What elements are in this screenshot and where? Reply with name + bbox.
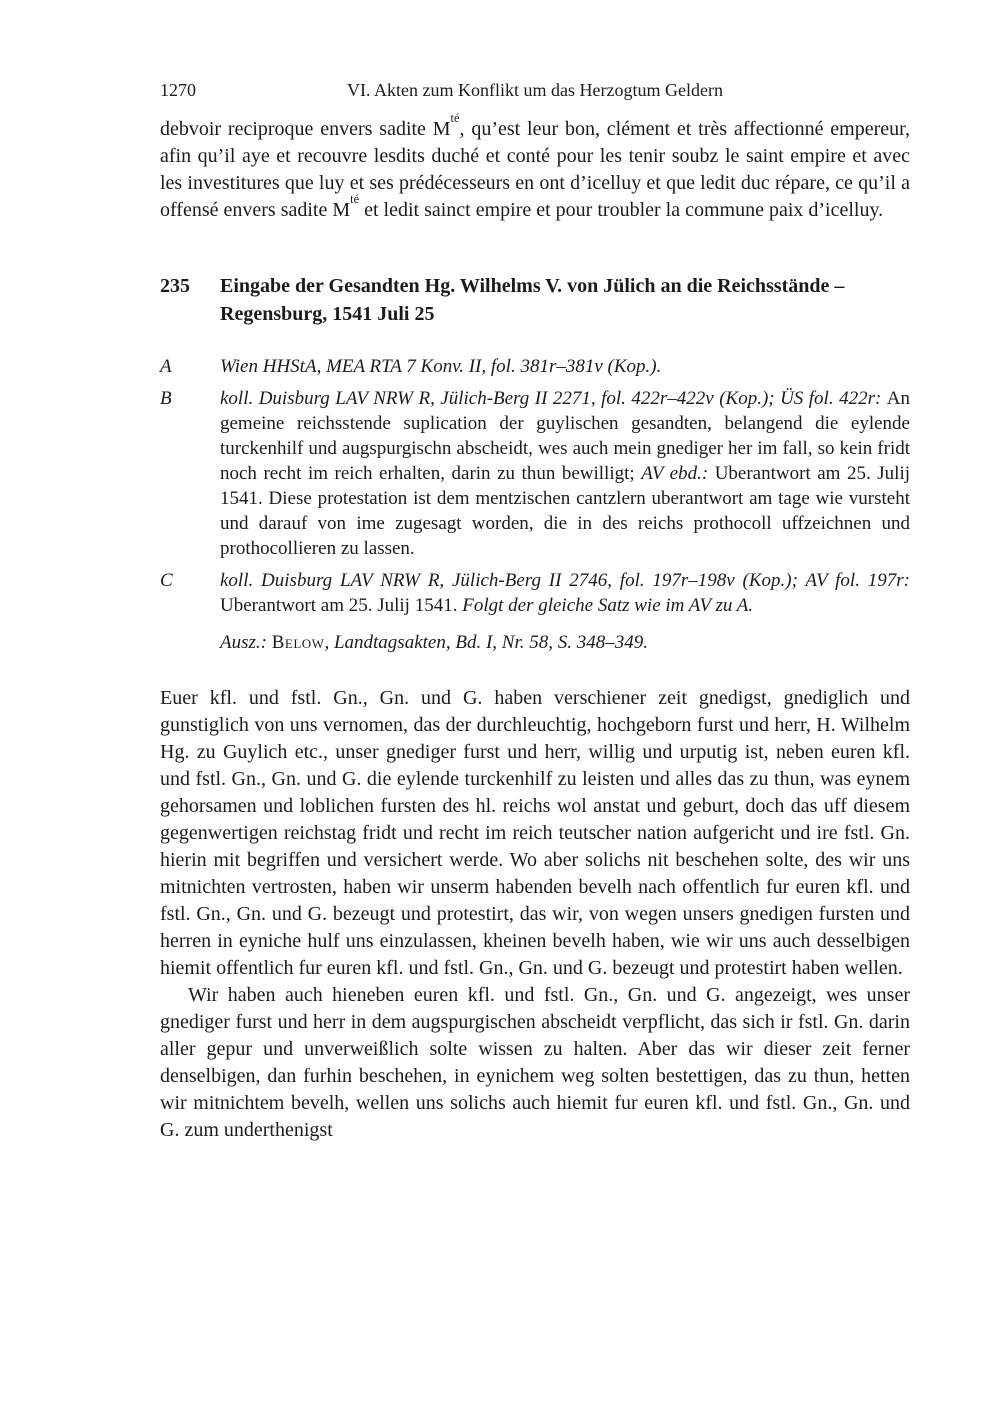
apparatus-b-av-label: AV ebd.: (641, 463, 715, 484)
body-paragraph-2: Wir haben auch hieneben euren kfl. und fstl. Gn., Gn. und G. angezeigt, wes unser gnediger furst und herr in dem augspurgischen abscheidt verpflicht, das sich ir fstl. Gn. darin aller gepur und unverweißlich solte wissen zu halten. Aber das wir dieser zeit ferner denselbigen, dan furhin beschehen, in eynichem weg solten bestettigen, das zu thun, hetten wir mitnichtem bevelh, wellen uns solichs auch hiemit fur euren kfl. und fstl. Gn., Gn. und G. zum underthenigst (160, 984, 910, 1141)
apparatus-entry-c (160, 568, 910, 618)
apparatus-excerpt-spacer (160, 630, 220, 655)
apparatus-text-c (220, 568, 910, 618)
section-number: 235 (160, 275, 190, 297)
intro-paragraph (160, 110, 910, 224)
apparatus-b-quote-2: Uberantwort am 25. Julij 1541. Diese protestation ist dem mentzischen cantzlern uberantwort am tage wie vursteht und darauf von ime zugesagt worden, die in des reichs prothocoll uffzeichnen und prothocollieren zu lassen. (220, 463, 910, 559)
apparatus-entry-a (160, 354, 910, 379)
section-heading (160, 272, 910, 328)
apparatus-c-quote: Uberantwort am 25. Julij 1541. (220, 595, 463, 616)
excerpt-citation: , Landtagsakten, Bd. I, Nr. 58, S. 348–349. (324, 632, 648, 653)
intro-text-1: debvoir reciproque envers sadite M (160, 118, 451, 140)
excerpt-label: Ausz.: (220, 632, 272, 653)
intro-text-3: et ledit sainct empire et pour troubler la commune paix d’icelluy. (359, 199, 884, 221)
source-apparatus (160, 354, 910, 655)
apparatus-label-a: A (160, 356, 172, 377)
apparatus-b-quote-1: An gemeine reichsstende suplication der guylischen gesandten, belangend die eylende turckenhilf und augspurgischn abscheidt, wes auch mein gnediger her im fall, so kein fridt noch recht im reich erhalten, darin zu thun bewilligt; (220, 388, 910, 484)
superscript-te: té (350, 191, 360, 206)
apparatus-label-c: C (160, 570, 173, 591)
running-head: VI. Akten zum Konflikt um das Herzogtum Geldern (347, 80, 723, 100)
apparatus-label-b: B (160, 388, 172, 409)
page-header (160, 78, 910, 102)
apparatus-b-citation: koll. Duisburg LAV NRW R, Jülich-Berg II 2271, fol. 422r–422v (Kop.); ÜS fol. 422r: (220, 388, 887, 409)
intro-text-2: , qu’est leur bon, clément et très affectionné empereur, afin qu’il aye et recouvre lesdits duché et conté pour les tenir soubz le saint empire et avec les investitures que luy et ses prédécesseurs en ont d’icelluy et que ledit duc répare, ce qu’il a offensé envers sadite M (160, 118, 910, 221)
apparatus-c-note: Folgt der gleiche Satz wie im AV zu A. (462, 595, 754, 616)
body-paragraph-1: Euer kfl. und fstl. Gn., Gn. und G. haben verschiener zeit gnedigst, gnediglich und gunstiglich von uns vernomen, das der durchleuchtig, hochgeborn furst und herr, H. Wilhelm Hg. zu Guylich etc., unser gnediger furst und herr, willig und urputig ist, neben euren kfl. und fstl. Gn., Gn. und G. die eylende turckenhilf zu leisten und alles das zu thun, was eynem gehorsamen und loblichen fursten des hl. reichs wol anstat und geburt, doch das uff diesem gegenwertigen reichstag fridt und recht im reich teutscher nation aufgericht und ire fstl. Gn. hierin mit begriffen und versichert werde. Wo aber solichs nit beschehen solte, des wir uns mitnichten vertrosten, haben wir unserm habenden bevelh nach offentlich fur euren kfl. und fstl. Gn., Gn. und G. bezeugt und protestirt, das wir, von wegen unsers gnedigen fursten und herren in eyniche hulf uns einzulassen, kheinen bevelh haben, wie wir uns auch desselbigen hiemit offentlich fur euren kfl. und fstl. Gn., Gn. und G. bezeugt und protestirt haben wellen. (160, 687, 910, 979)
excerpt-author: Below (271, 632, 325, 653)
apparatus-entry-b (160, 386, 910, 561)
superscript-te: té (450, 110, 460, 125)
apparatus-excerpt-text (220, 630, 910, 655)
section-title: Eingabe der Gesandten Hg. Wilhelms V. von Jülich an die Reichsstände – Regensburg, 1541 Juli 25 (220, 275, 845, 325)
apparatus-a-citation: Wien HHStA, MEA RTA 7 Konv. II, fol. 381r–381v (Kop.). (220, 356, 662, 377)
apparatus-text-b (220, 386, 910, 561)
page-number: 1270 (160, 80, 196, 100)
apparatus-excerpt (160, 630, 910, 655)
apparatus-c-citation: koll. Duisburg LAV NRW R, Jülich-Berg II 2746, fol. 197r–198v (Kop.); AV fol. 197r: (220, 570, 910, 591)
apparatus-text-a (220, 354, 910, 379)
